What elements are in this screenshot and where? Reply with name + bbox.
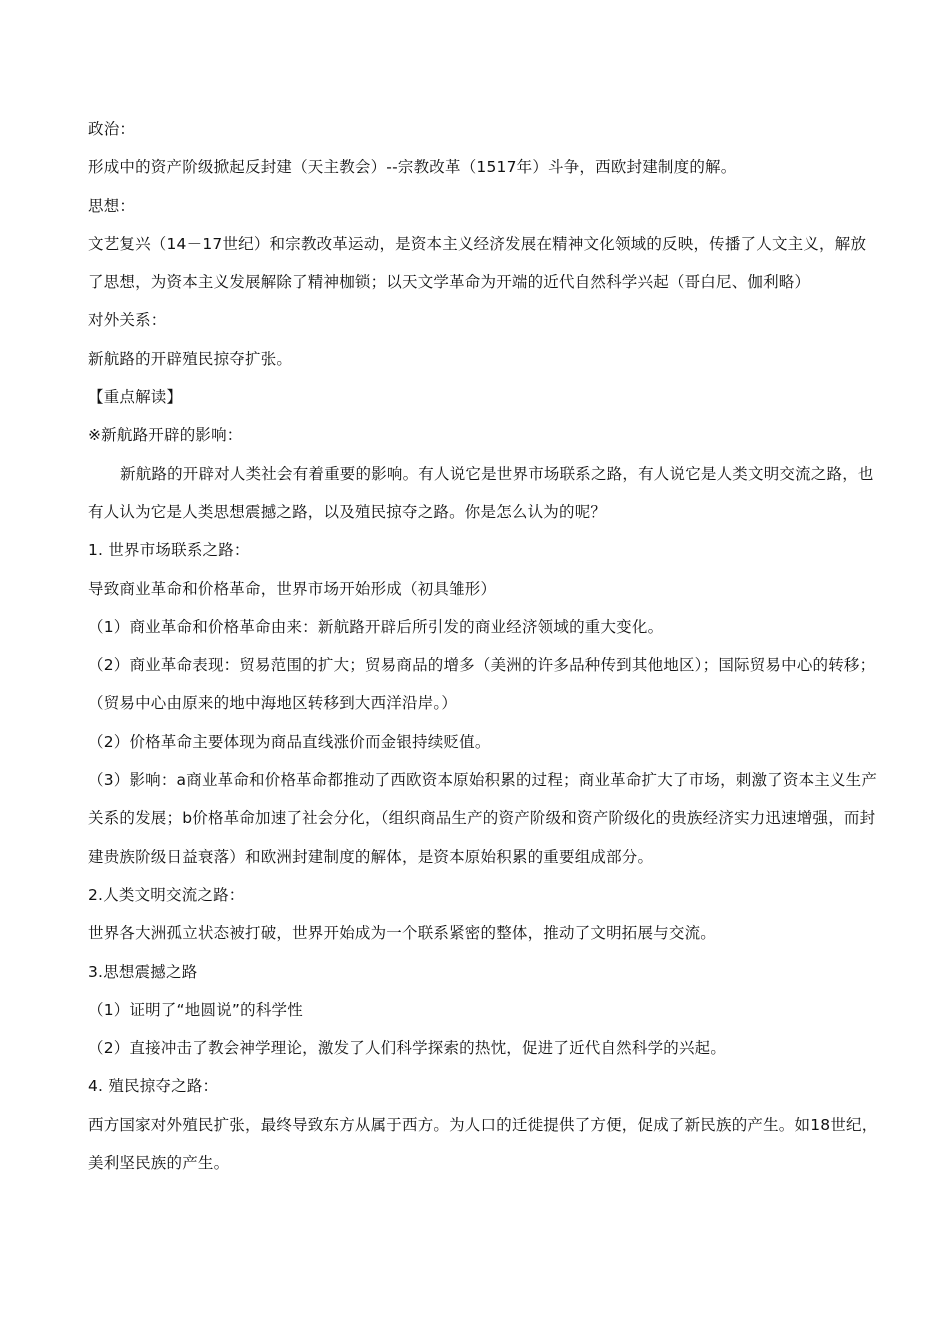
document-body xyxy=(88,110,878,1182)
heading-politics: 政治： xyxy=(88,120,136,138)
heading-thought-shock: 3.思想震撼之路 xyxy=(88,962,198,981)
heading-route-impact: ※新航路开辟的影响： xyxy=(88,426,243,445)
paragraph-politics: 形成中的资产阶级掀起反封建（天主教会）--宗教改革（1517年）斗争，西欧封建制度的解。 xyxy=(88,158,737,177)
paragraph-civilization-exchange: 世界各大洲孤立状态被打破，世界开始成为一个联系紧密的整体，推动了文明拓展与交流。 xyxy=(88,924,717,943)
section-key-interpretation: 【重点解读】 xyxy=(88,388,183,407)
paragraph-foreign-relations: 新航路的开辟殖民掠夺扩张。 xyxy=(88,349,293,368)
paragraph-colonial-plunder: 西方国家对外殖民扩张，最终导致东方从属于西方。为人口的迁徙提供了方便，促成了新民族的产生。如18世纪，美利坚民族的产生。 xyxy=(88,1115,878,1173)
paragraph-world-market: 导致商业革命和价格革命，世界市场开始形成（初具雏形） xyxy=(88,579,497,598)
list-item-commerce-origin: （1）商业革命和价格革命由来：新航路开辟后所引发的商业经济领域的重大变化。 xyxy=(88,617,664,636)
list-item-influence: （3）影响：a商业革命和价格革命都推动了西欧资本原始积累的过程；商业革命扩大了市场，刺激了资本主义生产关系的发展；b价格革命加速了社会分化，（组织商品生产的资产阶级和资产阶级化的贵族经济实力迅速增强，而封建贵族阶级日益衰落）和欧洲封建制度的解体，是资本原始积累的重要组成部分。 xyxy=(88,771,878,866)
paragraph-thought: 文艺复兴（14－17世纪）和宗教改革运动，是资本主义经济发展在精神文化领域的反映，传播了人文主义，解放了思想，为资本主义发展解除了精神枷锁；以天文学革命为开端的近代自然科学兴起（哥白尼、伽利略） xyxy=(88,234,867,292)
list-item-price-revolution: （2）价格革命主要体现为商品直线涨价而金银持续贬值。 xyxy=(88,732,491,751)
paragraph-route-intro: 新航路的开辟对人类社会有着重要的影响。有人说它是世界市场联系之路，有人说它是人类文明交流之路，也有人认为它是人类思想震撼之路，以及殖民掠夺之路。你是怎么认为的呢？ xyxy=(88,464,874,521)
heading-foreign-relations: 对外关系： xyxy=(88,311,167,330)
heading-civilization-exchange: 2.人类文明交流之路： xyxy=(88,885,245,904)
list-item-commerce-manifestation: （2）商业革命表现：贸易范围的扩大；贸易商品的增多（美洲的许多品种传到其他地区）；国际贸易中心的转移；（贸易中心由原来的地中海地区转移到大西洋沿岸。） xyxy=(88,656,876,713)
heading-colonial-plunder: 4. 殖民掠夺之路： xyxy=(88,1077,219,1096)
list-item-church-theology: （2）直接冲击了教会神学理论，激发了人们科学探索的热忱，促进了近代自然科学的兴起。 xyxy=(88,1039,727,1058)
heading-thought: 思想： xyxy=(88,196,136,215)
heading-world-market: 1. 世界市场联系之路： xyxy=(88,541,250,560)
list-item-round-earth: （1）证明了“地圆说”的科学性 xyxy=(88,1000,303,1019)
